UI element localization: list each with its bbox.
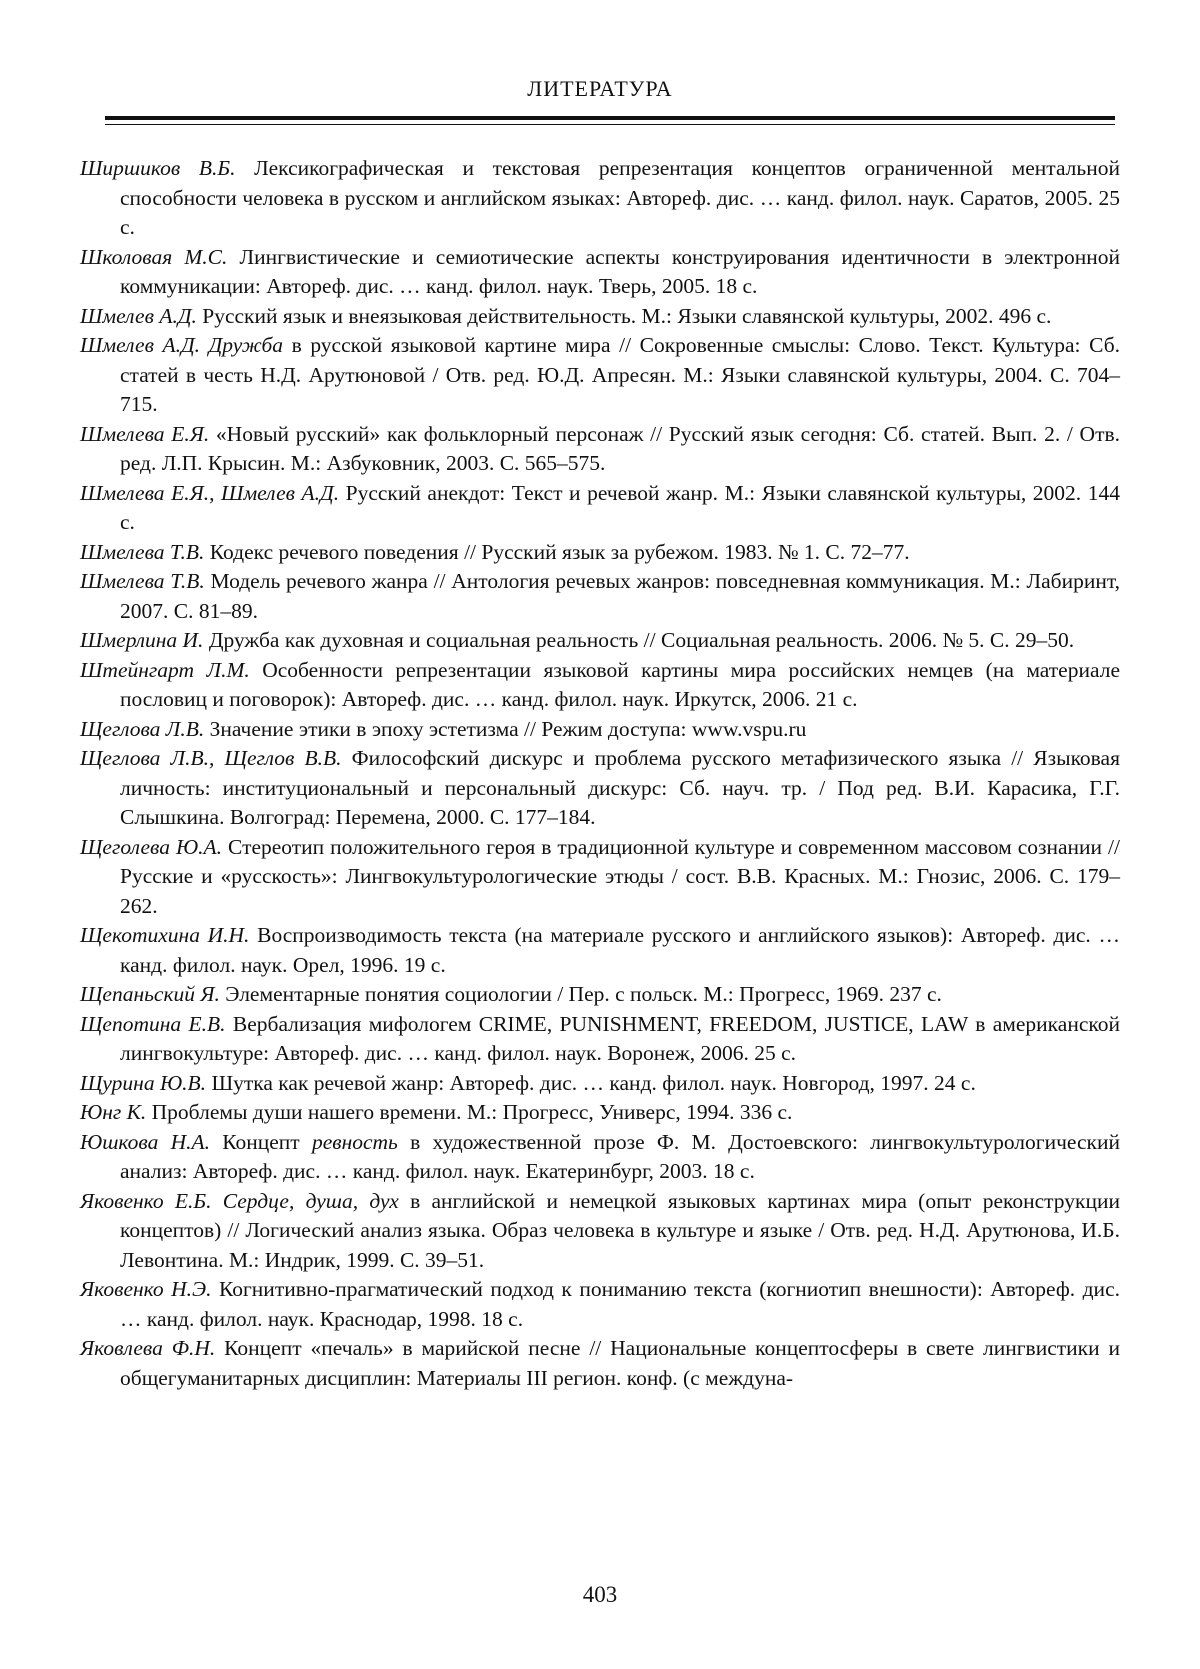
entry-text: Когнитивно-прагматический подход к пониманию текста (когниотип внешности): Автореф. дис. … канд. филол. наук. Краснодар, 1998. 18 с. <box>120 1277 1120 1331</box>
entry-author: Яковлева Ф.Н. <box>80 1336 216 1360</box>
bibliography-entry <box>80 567 1120 626</box>
entry-author: Юшкова Н.А. <box>80 1129 210 1154</box>
entry-author: Юнг К. <box>80 1100 147 1124</box>
entry-text: в русской языковой картине мира // Сокровенные смыслы: Слово. Текст. Культура: Сб. статей в честь Н.Д. Арутюновой / Отв. ред. Ю.Д. Апресян. М.: Языки славянской культуры, 2004. С. 704–715. <box>120 333 1121 416</box>
entry-text: Шутка как речевой жанр: Автореф. дис. … канд. филол. наук. Новгород, 1997. 24 с. <box>206 1070 976 1095</box>
entry-text: Вербализация мифологем CRIME, PUNISHMENT, FREEDOM, JUSTICE, LAW в американской лингвокультуре: Автореф. дис. … канд. филол. наук. Воронеж, 2006. 25 с. <box>120 1011 1120 1065</box>
entry-text: Лингвистические и семиотические аспекты конструирования идентичности в электронной коммуникации: Автореф. дис. … канд. филол. наук. Тверь, 2005. 18 с. <box>120 244 1120 298</box>
entry-text: Модель речевого жанра // Антология речевых жанров: повседневная коммуникация. М.: Лабиринт, 2007. С. 81–89. <box>120 569 1121 623</box>
bibliography-entry <box>80 1010 1120 1069</box>
bibliography-entry <box>80 1098 1120 1128</box>
entry-text: Дружба как духовная и социальная реальность // Социальная реальность. 2006. № 5. С. 29–50. <box>203 628 1075 652</box>
bibliography-entry <box>80 626 1120 656</box>
bibliography-entry <box>80 1128 1120 1187</box>
entry-title-italic: Сердце, душа, дух <box>211 1188 399 1213</box>
entry-author: Шмелев А.Д. <box>80 333 201 357</box>
entry-text: Русский язык и внеязыковая действительность. М.: Языки славянской культуры, 2002. 496 с. <box>196 303 1052 328</box>
entry-text: Особенности репрезентации языковой картины мира российских немцев (на материале пословиц и поговорок): Автореф. дис. … канд. филол. наук. Иркутск, 2006. 21 с. <box>120 657 1120 711</box>
entry-text: Кодекс речевого поведения // Русский язык за рубежом. 1983. № 1. С. 72–77. <box>204 539 910 564</box>
page-number: 403 <box>582 1582 618 1607</box>
bibliography-entry <box>80 243 1120 302</box>
bibliography-entry <box>80 980 1120 1010</box>
entry-author: Яковенко Н.Э. <box>80 1277 212 1301</box>
entry-author: Щеголева Ю.А. <box>80 834 223 859</box>
entry-text: «Новый русский» как фольклорный персонаж // Русский язык сегодня: Сб. статей. Вып. 2. / Отв. ред. Л.П. Крысин. М.: Азбуковник, 2003. С. 565–575. <box>120 421 1120 475</box>
entry-author: Шмелев А.Д. <box>80 303 197 328</box>
bibliography-entry <box>80 331 1120 420</box>
bibliography-entry <box>80 420 1120 479</box>
bibliography-entry <box>80 656 1120 715</box>
bibliography-entry <box>80 744 1120 833</box>
header-rule-thick <box>105 116 1115 120</box>
running-head: ЛИТЕРАТУРА <box>527 76 673 101</box>
bibliography-entry <box>80 479 1120 538</box>
entry-author: Шмелева Е.Я. <box>80 421 210 446</box>
bibliography-entry <box>80 538 1120 568</box>
entry-author: Яковенко Е.Б. <box>80 1188 212 1213</box>
entry-author: Щекотихина И.Н. <box>80 923 250 947</box>
entry-text: Значение этики в эпоху эстетизма // Режим доступа: www.vspu.ru <box>204 716 807 741</box>
bibliography-entry <box>80 1187 1120 1276</box>
bibliography-entry <box>80 1069 1120 1099</box>
entry-text: Концепт «печаль» в марийской песне // Национальные концептосферы в свете лингвистики и общегуманитарных дисциплин: Материалы III регион. конф. (с междуна- <box>120 1336 1120 1390</box>
entry-text: Философский дискурс и проблема русского метафизического языка // Языковая личность: институциональный и персональный дискурс: Сб. науч. тр. / Под ред. В.И. Карасика, Г.Г. Слышкина. Волгоград: Перемена, 2000. С. 177–184. <box>120 746 1120 829</box>
entry-author: Щеглова Л.В. <box>80 716 205 741</box>
bibliography-list <box>80 154 1120 1393</box>
entry-author: Шмерлина И. <box>80 628 204 652</box>
entry-text: Элементарные понятия социологии / Пер. с польск. М.: Прогресс, 1969. 237 с. <box>219 982 942 1006</box>
entry-text: Русский анекдот: Текст и речевой жанр. М.: Языки славянской культуры, 2002. 144 с. <box>120 480 1120 534</box>
entry-title-italic: Дружба <box>200 333 284 357</box>
entry-author: Ширшиков В.Б. <box>80 156 236 180</box>
entry-text: в английской и немецкой языковых картинах мира (опыт реконструкции концептов) // Логический анализ языка. Образ человека в культуре и языке / Отв. ред. Н.Д. Арутюнова, И.Б. Левонтина. М.: Индрик, 1999. С. 39–51. <box>120 1188 1120 1272</box>
bibliography-entry <box>80 921 1120 980</box>
bibliography-entry <box>80 1334 1120 1393</box>
entry-author: Шмелева Т.В. <box>80 539 205 564</box>
bibliography-entry <box>80 1275 1120 1334</box>
entry-author: Штейнгарт Л.М. <box>80 657 250 682</box>
entry-author: Шмелева Т.В. <box>80 569 205 593</box>
bibliography-entry <box>80 715 1120 745</box>
entry-text: Концепт <box>210 1129 300 1154</box>
entry-author: Школовая М.С. <box>80 244 228 269</box>
entry-title-italic: ревность <box>299 1129 398 1154</box>
entry-author: Щепотина Е.В. <box>80 1011 226 1036</box>
bibliography-entry <box>80 154 1120 243</box>
bibliography-entry <box>80 302 1120 332</box>
entry-author: Щеглова Л.В., Щеглов В.В. <box>80 746 342 770</box>
entry-author: Щурина Ю.В. <box>80 1070 207 1095</box>
entry-text: Лексикографическая и текстовая репрезентация концептов ограниченной ментальной способности человека в русском и английском языках: Автореф. дис. … канд. филол. наук. Саратов, 2005. 25 с. <box>120 156 1120 239</box>
entry-text-continued: в художественной прозе Ф. М. Достоевского: лингвокультурологический анализ: Автореф. дис. … канд. филол. наук. Екатеринбург, 2003. 18 с. <box>120 1129 1120 1183</box>
entry-text: Проблемы души нашего времени. М.: Прогресс, Универс, 1994. 336 с. <box>146 1100 793 1124</box>
entry-author: Щепаньский Я. <box>80 982 220 1006</box>
entry-text: Воспроизводимость текста (на материале русского и английского языков): Автореф. дис. … канд. филол. наук. Орел, 1996. 19 с. <box>120 923 1120 977</box>
entry-text: Стереотип положительного героя в традиционной культуре и современном массовом сознании // Русские и «русскость»: Лингвокультурологические этюды / сост. В.В. Красных. М.: Гнозис, 2006. С. 179–262. <box>120 834 1120 918</box>
entry-author: Шмелева Е.Я., Шмелев А.Д. <box>80 480 340 505</box>
header-rule-thin <box>105 124 1115 125</box>
bibliography-entry <box>80 833 1120 922</box>
